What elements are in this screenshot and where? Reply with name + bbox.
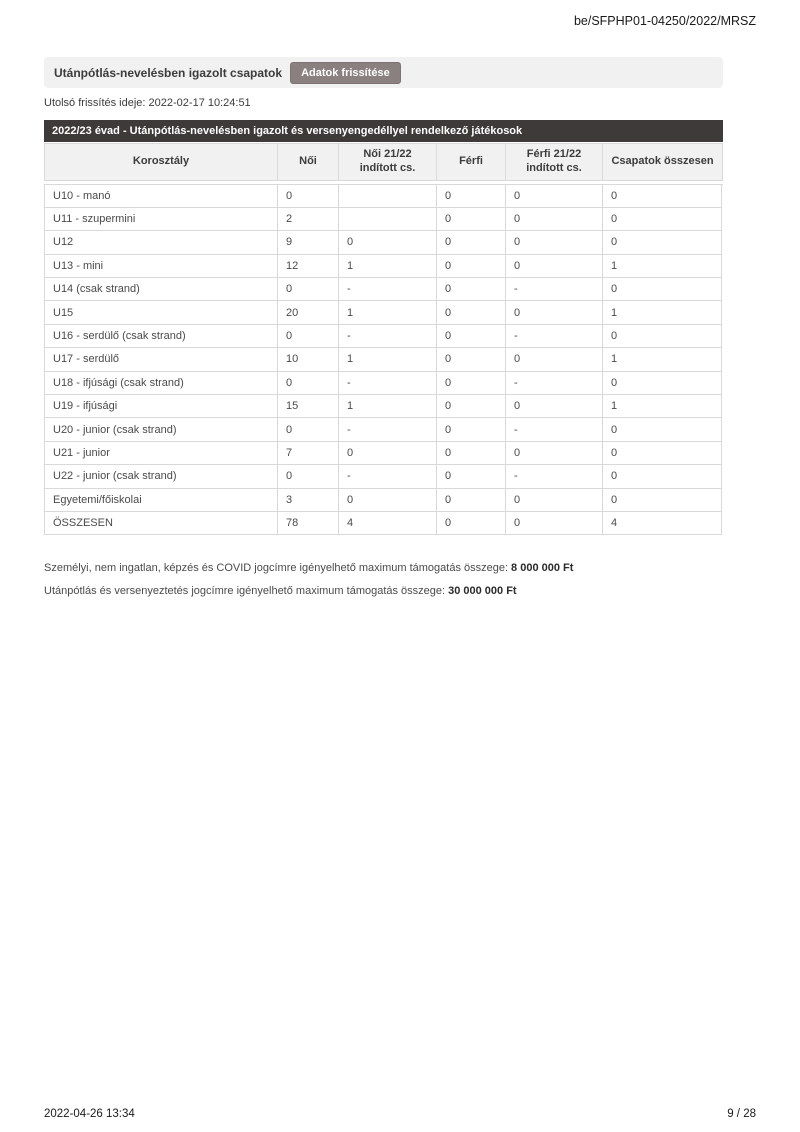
refresh-data-button[interactable]: Adatok frissítése [290, 62, 401, 84]
table-row [45, 301, 723, 324]
table-cell: 0 [437, 418, 506, 441]
table-cell: Egyetemi/főiskolai [45, 489, 278, 512]
table-cell: 0 [437, 442, 506, 465]
table-row [45, 372, 723, 395]
footer-datetime: 2022-04-26 13:34 [44, 1108, 135, 1120]
table-cell: - [339, 465, 437, 488]
table-cell: 0 [506, 489, 603, 512]
table-cell: U15 [45, 301, 278, 324]
table-cell: 0 [437, 231, 506, 254]
table-cell: 0 [506, 301, 603, 324]
table-cell: 20 [278, 301, 339, 324]
table-cell: 0 [437, 278, 506, 301]
table-cell: 0 [278, 325, 339, 348]
table-cell: 1 [339, 255, 437, 278]
table-cell: - [339, 372, 437, 395]
note-amount: 8 000 000 Ft [511, 562, 574, 574]
table-cell: 0 [278, 465, 339, 488]
table-cell: 0 [506, 255, 603, 278]
table-header-row [44, 143, 723, 181]
table-cell: 7 [278, 442, 339, 465]
table-cell: 0 [603, 231, 722, 254]
table-cell [339, 185, 437, 208]
table-cell: 15 [278, 395, 339, 418]
table-row [45, 489, 723, 512]
table-row [45, 418, 723, 441]
table-cell: 0 [506, 395, 603, 418]
table-cell: 0 [339, 231, 437, 254]
table-cell: - [506, 465, 603, 488]
table-cell: 1 [603, 301, 722, 324]
section-header-panel [44, 57, 723, 88]
table-cell: 3 [278, 489, 339, 512]
table-cell: 0 [506, 348, 603, 371]
table-row [45, 255, 723, 278]
table-cell: U14 (csak strand) [45, 278, 278, 301]
section-title: Utánpótlás-nevelésben igazolt csapatok [54, 65, 283, 80]
table-cell: 0 [278, 372, 339, 395]
table-cell: - [339, 418, 437, 441]
note-line-youth [44, 585, 573, 598]
table-cell: 0 [603, 278, 722, 301]
table-row [45, 395, 723, 418]
table-body [44, 184, 723, 536]
table-cell [339, 208, 437, 231]
header-cell-csapatok: Csapatok összesen [611, 154, 714, 167]
table-cell: 0 [437, 255, 506, 278]
table-cell: 0 [437, 208, 506, 231]
table-cell: U13 - mini [45, 255, 278, 278]
table-cell: 0 [437, 348, 506, 371]
table-cell: 0 [437, 325, 506, 348]
table-cell: 0 [506, 208, 603, 231]
table-cell: 2 [278, 208, 339, 231]
table-row [45, 325, 723, 348]
table-cell: U21 - junior [45, 442, 278, 465]
table-cell: U22 - junior (csak strand) [45, 465, 278, 488]
table-cell: U12 [45, 231, 278, 254]
table-cell: U20 - junior (csak strand) [45, 418, 278, 441]
table-cell: 0 [603, 208, 722, 231]
table-row [45, 278, 723, 301]
table-cell: U11 - szupermini [45, 208, 278, 231]
table-cell: 0 [603, 442, 722, 465]
table-cell: 0 [437, 185, 506, 208]
table-row [45, 512, 723, 535]
players-table [44, 120, 723, 535]
support-notes [44, 562, 573, 608]
note-text: Személyi, nem ingatlan, képzés és COVID jogcímre igényelhető maximum támogatás összege: [44, 562, 509, 574]
header-cell-ferfi: Férfi [437, 144, 506, 180]
table-cell: 1 [603, 395, 722, 418]
note-amount: 30 000 000 Ft [448, 585, 517, 597]
table-row [45, 442, 723, 465]
table-cell: 0 [437, 301, 506, 324]
table-title-bar: 2022/23 évad - Utánpótlás-nevelésben igazolt és versenyengedéllyel rendelkező játékosok [44, 120, 723, 142]
table-cell: 0 [339, 489, 437, 512]
table-cell: - [339, 278, 437, 301]
table-cell: 78 [278, 512, 339, 535]
header-cell-noi: Női [278, 144, 339, 180]
table-cell: - [506, 325, 603, 348]
table-cell: 0 [603, 418, 722, 441]
table-row [45, 465, 723, 488]
table-cell: U17 - serdülő [45, 348, 278, 371]
table-cell: - [339, 325, 437, 348]
note-line-personal [44, 562, 573, 575]
table-cell: 0 [278, 185, 339, 208]
table-cell: 0 [278, 278, 339, 301]
footer-page-indicator: 9 / 28 [727, 1108, 756, 1120]
table-cell: 1 [603, 255, 722, 278]
header-cell-korosztaly: Korosztály [45, 144, 278, 180]
table-cell: 1 [603, 348, 722, 371]
table-cell: 0 [603, 372, 722, 395]
table-cell: 0 [339, 442, 437, 465]
table-cell: 12 [278, 255, 339, 278]
table-cell: U19 - ifjúsági [45, 395, 278, 418]
table-cell: 0 [603, 185, 722, 208]
table-cell: - [506, 278, 603, 301]
table-row [45, 231, 723, 254]
table-cell: 0 [437, 465, 506, 488]
table-cell: 0 [603, 489, 722, 512]
table-cell: 4 [603, 512, 722, 535]
last-updated-text: Utolsó frissítés ideje: 2022-02-17 10:24:51 [44, 97, 251, 109]
table-row [45, 208, 723, 231]
table-cell: 10 [278, 348, 339, 371]
table-cell: 1 [339, 395, 437, 418]
table-cell: 4 [339, 512, 437, 535]
document-reference-id: be/SFPHP01-04250/2022/MRSZ [573, 14, 756, 28]
table-row [45, 185, 723, 208]
table-cell: U16 - serdülő (csak strand) [45, 325, 278, 348]
header-cell-ferfi-2122: Férfi 21/22 indított cs. [506, 144, 603, 180]
table-cell: 0 [437, 372, 506, 395]
table-cell: U10 - manó [45, 185, 278, 208]
table-cell: 0 [437, 395, 506, 418]
table-cell: 0 [506, 512, 603, 535]
table-cell: U18 - ifjúsági (csak strand) [45, 372, 278, 395]
table-cell: 0 [506, 185, 603, 208]
table-cell: 0 [437, 489, 506, 512]
table-cell: 0 [437, 512, 506, 535]
table-cell: 1 [339, 348, 437, 371]
table-cell: ÖSSZESEN [45, 512, 278, 535]
table-cell: - [506, 372, 603, 395]
table-row [45, 348, 723, 371]
table-cell: 1 [339, 301, 437, 324]
table-cell: 0 [506, 231, 603, 254]
note-text: Utánpótlás és versenyeztetés jogcímre igényelhető maximum támogatás összege: [44, 585, 446, 597]
table-cell: - [506, 418, 603, 441]
table-cell: 9 [278, 231, 339, 254]
table-cell: 0 [506, 442, 603, 465]
header-cell-noi-2122: Női 21/22 indított cs. [339, 144, 437, 180]
table-cell: 0 [603, 465, 722, 488]
table-cell: 0 [278, 418, 339, 441]
table-cell: 0 [603, 325, 722, 348]
